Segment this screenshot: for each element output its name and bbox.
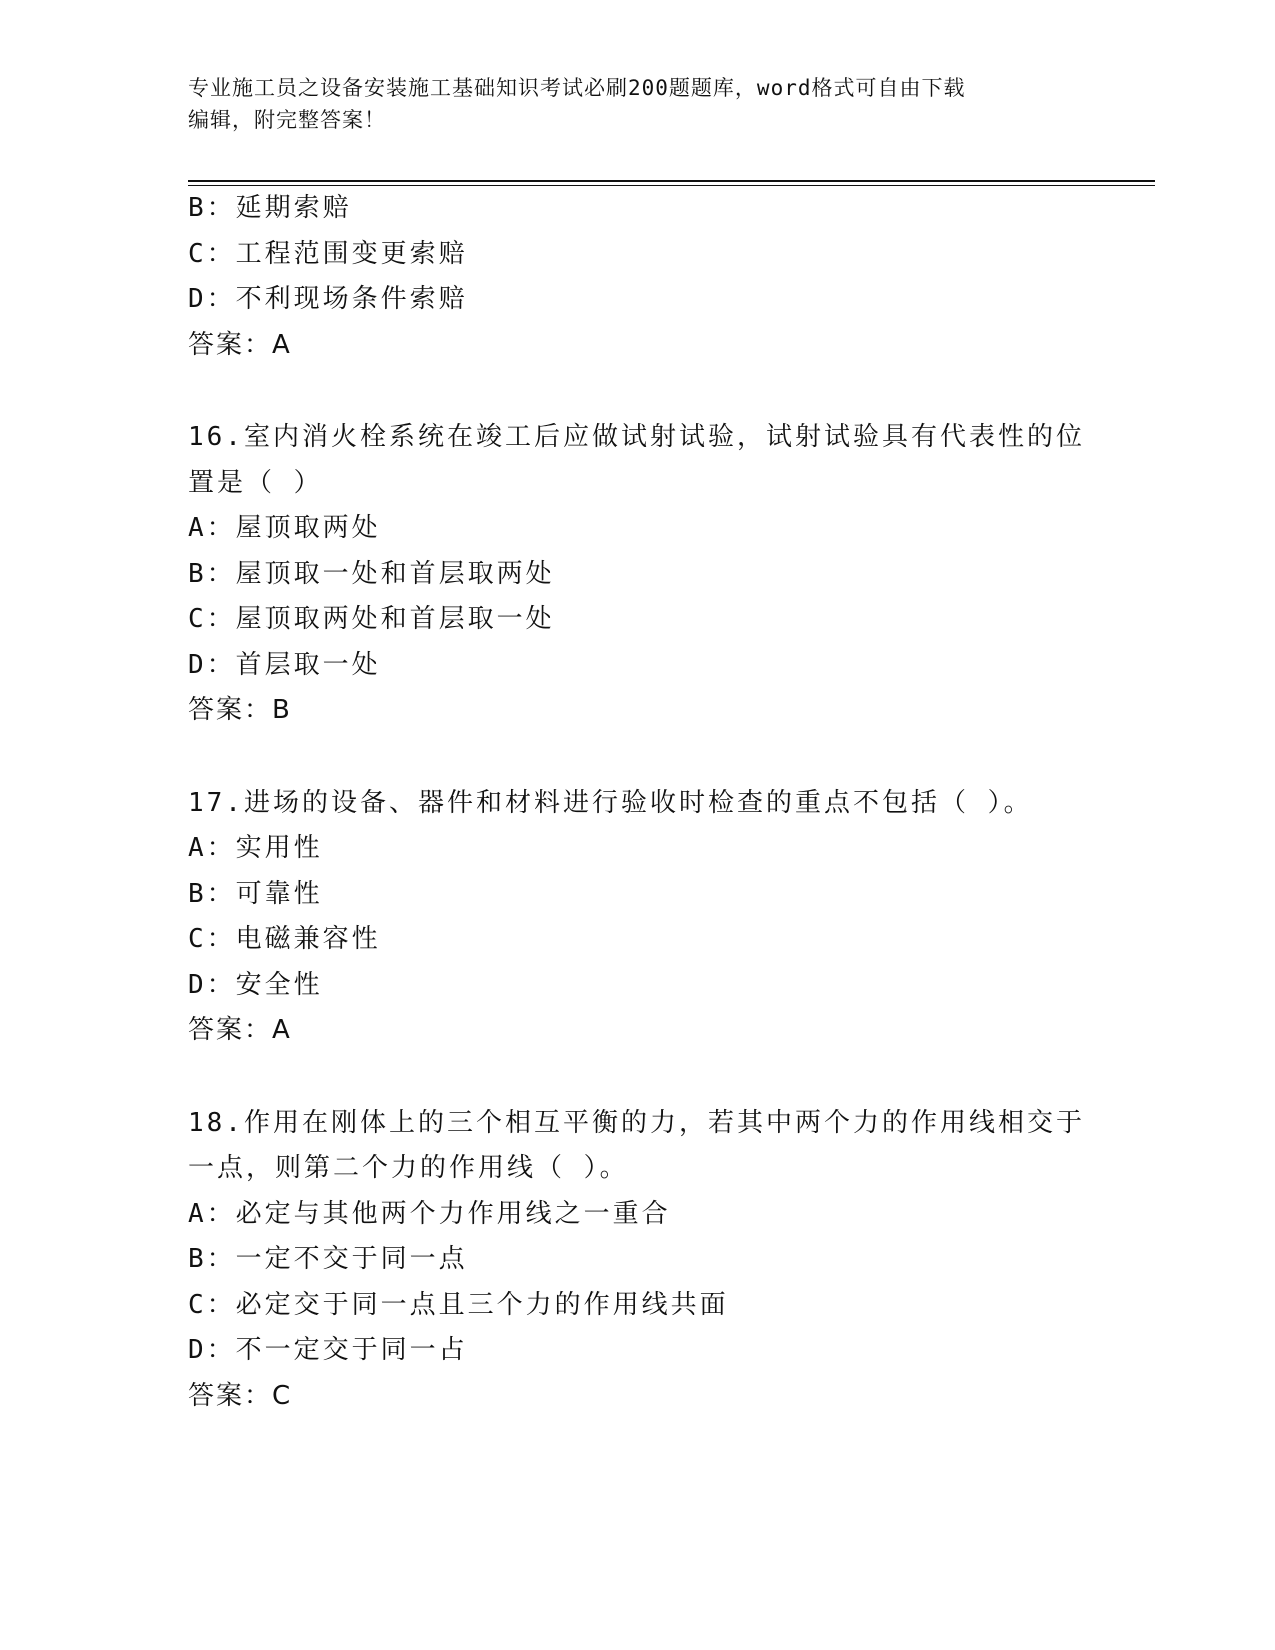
question-18 (188, 1101, 1088, 1420)
question-text-continued: 一点，则第二个力的作用线（ ）。 (188, 1153, 629, 1183)
question-list (188, 186, 1088, 1419)
question-16 (188, 415, 1088, 734)
spacer (188, 734, 1088, 781)
option-c: C：屋顶取两处和首层取一处 (188, 604, 555, 634)
option-b: B：一定不交于同一点 (188, 1244, 468, 1274)
option-b: B：可靠性 (188, 878, 323, 909)
question-text-continued: 置是（ ） (188, 467, 323, 498)
option-a: A：屋顶取两处 (188, 513, 381, 543)
option-c: C：必定交于同一点且三个力的作用线共面 (188, 1289, 729, 1320)
option-d: D：安全性 (188, 969, 323, 1000)
header-line-2: 编辑，附完整答案！ (188, 108, 386, 132)
option-d: D：首层取一处 (188, 649, 381, 680)
option-d: D：不一定交于同一占 (188, 1335, 468, 1365)
question-text: 18.作用在刚体上的三个相互平衡的力，若其中两个力的作用线相交于 (188, 1107, 1085, 1138)
question-text: 17.进场的设备、器件和材料进行验收时检查的重点不包括（ ）。 (188, 787, 1033, 818)
answer-line: 答案：A (188, 1015, 292, 1045)
option-c: C：工程范围变更索赔 (188, 238, 468, 269)
option-d: D：不利现场条件索赔 (188, 284, 468, 314)
spacer (188, 1054, 1088, 1101)
spacer (188, 368, 1088, 415)
prev-question-block (188, 186, 1088, 368)
answer-line: 答案：C (188, 1380, 293, 1411)
document-header (188, 72, 1088, 136)
option-a: A：实用性 (188, 833, 323, 863)
option-b: B：屋顶取一处和首层取两处 (188, 558, 555, 589)
answer-line: 答案：A (188, 329, 292, 360)
option-a: A：必定与其他两个力作用线之一重合 (188, 1198, 671, 1229)
question-17 (188, 781, 1088, 1054)
header-line-1: 专业施工员之设备安装施工基础知识考试必刷200题题库，word格式可自由下载 (188, 76, 966, 100)
question-text: 16.室内消火栓系统在竣工后应做试射试验，试射试验具有代表性的位 (188, 422, 1085, 452)
option-b: B：延期索赔 (188, 193, 352, 223)
answer-line: 答案：B (188, 695, 292, 725)
option-c: C：电磁兼容性 (188, 924, 381, 954)
